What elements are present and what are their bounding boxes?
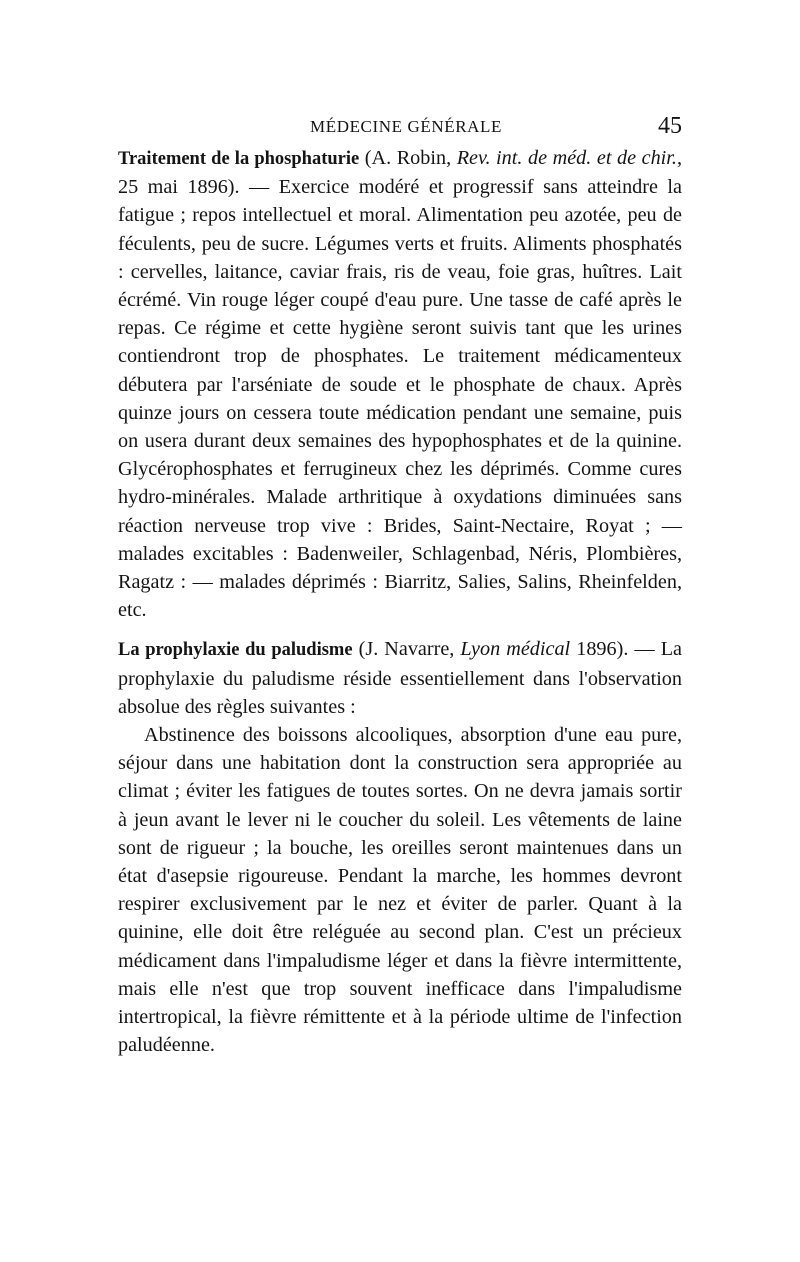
paragraph-phosphaturie [118, 144, 682, 624]
paragraph-body: — Exercice modéré et progressif sans atteindre la fatigue ; repos intellectuel et moral. Alimentation peu azotée, peu de féculents, peu de sucre. Légumes verts et fruits. Aliments phosphatés : cervelles, laitance, caviar frais, ris de veau, foie gras, huîtres. Lait écrémé. Vin rouge léger coupé d'eau pure. Une tasse de café après le repas. Ce régime et cette hygiène seront suivis tant que les urines contiendront trop de phosphates. Le traitement médicamenteux débutera par l'arséniate de soude et le phosphate de chaux. Après quinze jours on cessera toute médication pendant une semaine, puis on usera durant deux semaines des hypophosphates et de la quinine. Glycérophosphates et ferrugineux chez les déprimés. Comme cures hydro-minérales. Malade arthritique à oxydations diminuées sans réaction nerveuse trop vive : Brides, Saint-Nectaire, Royat ; — malades excitables : Badenweiler, Schlagenbad, Néris, Plombières, Ragatz : — malades déprimés : Biarritz, Salies, Salins, Rheinfelden, etc. [118, 176, 682, 622]
reference-close: 1896). [570, 638, 629, 661]
running-head: MÉDECINE GÉNÉRALE [310, 117, 502, 136]
page-number: 45 [658, 113, 682, 139]
reference-journal: Lyon médical [460, 638, 571, 661]
paragraph-regles: Abstinence des boissons alcooliques, absorption d'une eau pure, séjour dans une habitation dont la construction sera appropriée au climat ; éviter les fatigues de toutes sortes. On ne devra jamais sortir à jeun avant le lever ni le coucher du soleil. Les vêtements de laine sont de rigueur ; la bouche, les oreilles seront maintenues dans un état d'asepsie rigoureuse. Pendant la marche, les hommes devront respirer exclusivement par le nez et éviter de parler. Quant à la quinine, elle doit être reléguée au second plan. C'est un précieux médicament dans l'impaludisme léger et dans la fièvre intermittente, mais elle n'est que trop souvent inefficace dans l'impaludisme intertropical, la fièvre rémittente et à la période ultime de l'infection paludéenne. [118, 724, 682, 1057]
reference-open: (J. Navarre, [352, 638, 461, 661]
reference-close: , 25 mai 1896). [118, 147, 682, 199]
paragraph-intro: — La prophylaxie du paludisme réside essentiellement dans l'observation absolue des règles suivantes : [118, 638, 682, 718]
section-title-phosphaturie: Traitement de la phosphaturie [118, 149, 360, 169]
paragraph-paludisme [118, 635, 682, 721]
reference-open: (A. Robin, [359, 147, 457, 169]
page-body [118, 144, 682, 1060]
reference-journal: Rev. int. de méd. et de chir. [456, 147, 677, 169]
section-title-paludisme: La prophylaxie du paludisme [118, 640, 353, 661]
page-header [118, 113, 682, 143]
